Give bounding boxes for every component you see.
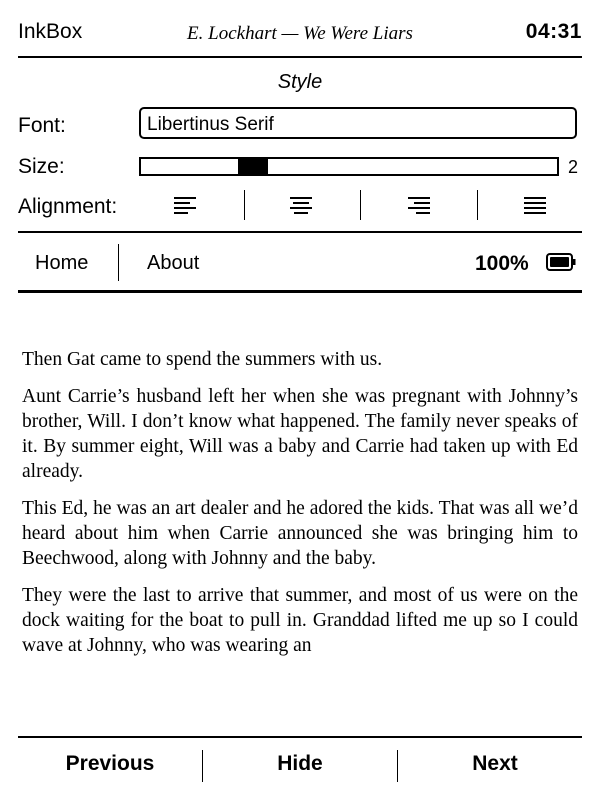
align-right-button[interactable] (373, 190, 465, 220)
align-justify-button[interactable] (489, 190, 581, 220)
divider (244, 190, 245, 220)
divider (18, 56, 582, 58)
battery-icon (546, 253, 576, 271)
size-value: 2 (568, 157, 579, 177)
align-left-icon (173, 196, 197, 214)
align-right-icon (407, 196, 431, 214)
reader-content (22, 347, 578, 692)
align-center-button[interactable] (255, 190, 347, 220)
about-link[interactable]: About (147, 252, 200, 274)
divider (477, 190, 478, 220)
paragraph: Aunt Carrie’s husband left her when she was pregnant with Johnny’s brother, Will. I don’t know what happened. The family never speaks of it. By summer eight, Will was a baby and Carrie had taken up with Ed already. (22, 386, 578, 482)
size-slider[interactable] (139, 157, 559, 176)
divider (18, 231, 582, 233)
font-field[interactable]: Libertinus Serif (139, 107, 577, 139)
book-title: E. Lockhart — We Were Liars (187, 23, 413, 44)
divider (18, 290, 582, 293)
paragraph: Then Gat came to spend the summers with us. (22, 349, 383, 370)
home-link[interactable]: Home (35, 252, 89, 274)
align-justify-icon (523, 196, 547, 214)
paragraph: They were the last to arrive that summer, and most of us were on the dock waiting for the boat to pull in. Granddad lifted me up so I could wave at Johnny, who was wearing an (22, 585, 578, 656)
app-name: InkBox (18, 20, 83, 43)
hide-button[interactable]: Hide (277, 752, 323, 775)
style-panel-title: Style (277, 71, 323, 93)
status-bar (18, 14, 582, 56)
size-label: Size: (18, 155, 65, 178)
previous-button[interactable]: Previous (65, 752, 155, 775)
alignment-label: Alignment: (18, 195, 118, 218)
divider (360, 190, 361, 220)
divider (18, 736, 582, 738)
clock: 04:31 (525, 20, 582, 43)
font-label: Font: (18, 114, 66, 137)
divider (118, 244, 119, 281)
size-slider-handle[interactable] (238, 159, 268, 174)
next-button[interactable]: Next (472, 752, 518, 775)
battery-percent: 100% (475, 252, 529, 275)
align-center-icon (289, 196, 313, 214)
align-left-button[interactable] (139, 190, 231, 220)
paragraph: This Ed, he was an art dealer and he adored the kids. That was all we’d heard about him when Carrie announced she was bringing him to Beechwood, along with Johnny and the baby. (22, 498, 578, 569)
